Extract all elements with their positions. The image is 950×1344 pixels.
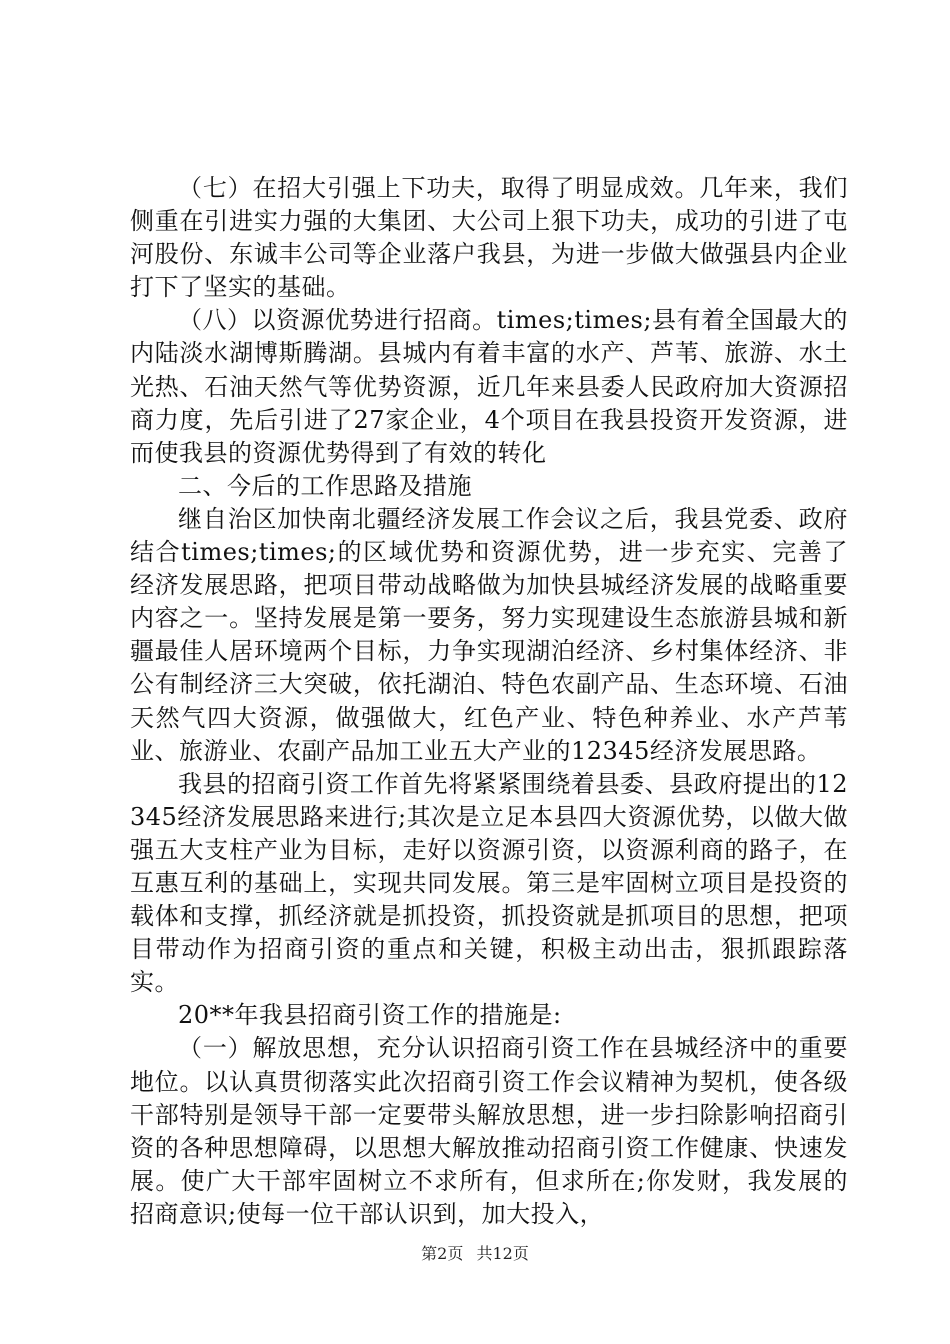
page-footer	[0, 1244, 950, 1264]
paragraph-section-seven: （七）在招大引强上下功夫，取得了明显成效。几年来，我们侧重在引进实力强的大集团、大公司上狠下功夫，成功的引进了屯河股份、东诚丰公司等企业落户我县，为进一步做大做强县内企业打下了坚实的基础。	[130, 174, 848, 302]
page-total: 共12页	[476, 1244, 529, 1263]
page-number: 第2页	[421, 1244, 464, 1263]
document-body	[130, 172, 848, 1231]
paragraph-development-strategy: 继自治区加快南北疆经济发展工作会议之后，我县党委、政府结合times;times;的区域优势和资源优势，进一步充实、完善了经济发展思路，把项目带动战略做为加快县城经济发展的战略重要内容之一。坚持发展是第一要务，努力实现建设生态旅游县城和新疆最佳人居环境两个目标，力争实现湖泊经济、乡村集体经济、非公有制经济三大突破，依托湖泊、特色农副产品、生态环境、石油天然气四大资源，做强做大，红色产业、特色种养业、水产芦苇业、旅游业、农副产品加工业五大产业的12345经济发展思路。	[130, 504, 848, 765]
paragraph-investment-approach: 我县的招商引资工作首先将紧紧围绕着县委、县政府提出的12345经济发展思路来进行;其次是立足本县四大资源优势，以做大做强五大支柱产业为目标，走好以资源引资，以资源利商的路子，在互惠互利的基础上，实现共同发展。第三是牢固树立项目是投资的载体和支撑，抓经济就是抓投资，抓投资就是抓项目的思想，把项目带动作为招商引资的重点和关键，积极主动出击，狠抓跟踪落实。	[130, 769, 848, 997]
paragraph-measure-one: （一）解放思想，充分认识招商引资工作在县城经济中的重要地位。以认真贯彻落实此次招商引资工作会议精神为契机，使各级干部特别是领导干部一定要带头解放思想，进一步扫除影响招商引资的各种思想障碍，以思想大解放推动招商引资工作健康、快速发展。使广大干部牢固树立不求所有，但求所在;你发财，我发展的招商意识;使每一位干部认识到，加大投入，	[130, 1034, 848, 1228]
section-heading-future-work: 二、今后的工作思路及措施	[178, 471, 472, 500]
paragraph-measures-intro: 20**年我县招商引资工作的措施是:	[178, 1001, 562, 1030]
paragraph-section-eight: （八）以资源优势进行招商。times;times;县有着全国最大的内陆淡水湖博斯腾湖。县城内有着丰富的水产、芦苇、旅游、水土光热、石油天然气等优势资源，近几年来县委人民政府加大资源招商力度，先后引进了27家企业，4个项目在我县投资开发资源，进而使我县的资源优势得到了有效的转化	[130, 306, 848, 467]
